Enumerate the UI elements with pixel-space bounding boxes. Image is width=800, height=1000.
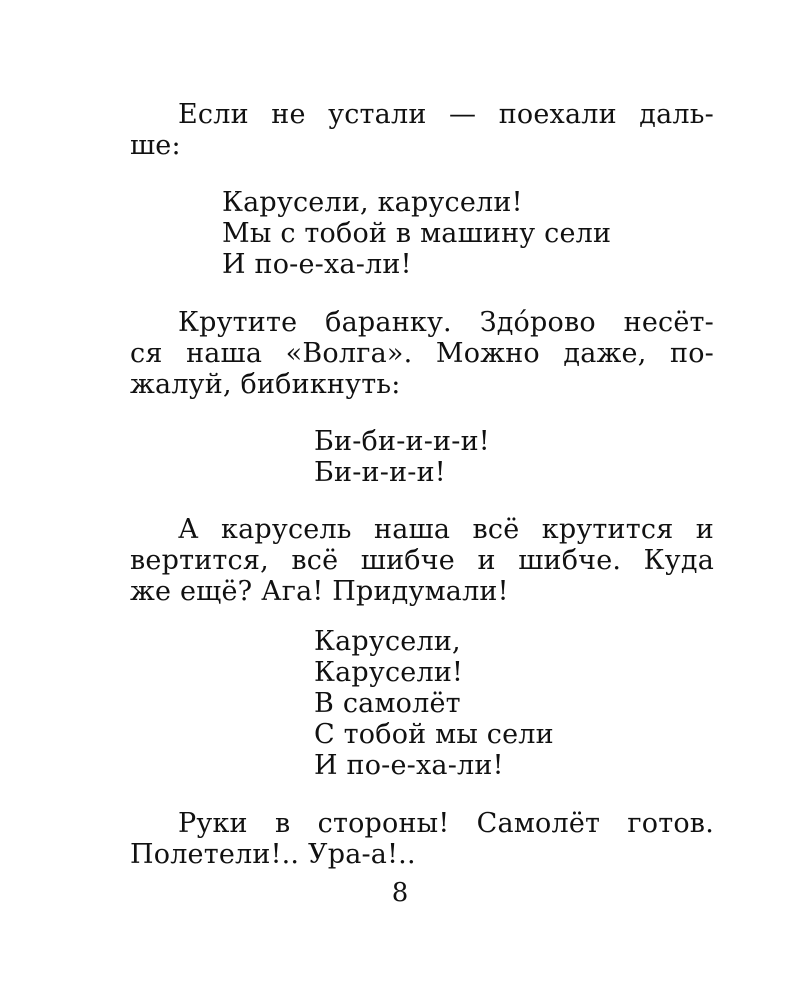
paragraph-2-line-1: Крутите баранку. Здóрово несёт- [178,307,714,338]
paragraph-1-line-2: ше: [130,130,181,161]
paragraph-2-line-3: жалуй, бибикнуть: [130,369,401,400]
verse-1-line-2: Мы с тобой в машину сели [222,218,612,249]
paragraph-1-line-1: Если не устали — поехали даль- [178,99,714,130]
verse-3-line-5: И по-е-ха-ли! [314,750,504,781]
paragraph-2-line-2: ся наша «Волга». Можно даже, по- [130,338,714,369]
page-number: 8 [391,878,409,908]
paragraph-3-line-1: А карусель наша всё крутится и [178,514,714,545]
paragraph-3-line-2: вертится, всё шибче и шибче. Куда [130,545,714,576]
verse-2-line-1: Би-би-и-и-и! [314,426,490,457]
verse-3-line-3: В самолёт [314,688,461,719]
verse-1-line-3: И по-е-ха-ли! [222,249,412,280]
paragraph-4-line-2: Полетели!.. Ура-а!.. [130,839,416,870]
paragraph-4-line-1: Руки в стороны! Самолёт готов. [178,808,714,839]
verse-1-line-1: Карусели, карусели! [222,187,523,218]
verse-3-line-4: С тобой мы сели [314,719,554,750]
verse-3-line-1: Карусели, [314,626,461,657]
paragraph-3-line-3: же ещё? Ага! Придумали! [130,576,509,607]
verse-2-line-2: Би-и-и-и! [314,457,446,488]
verse-3-line-2: Карусели! [314,657,464,688]
